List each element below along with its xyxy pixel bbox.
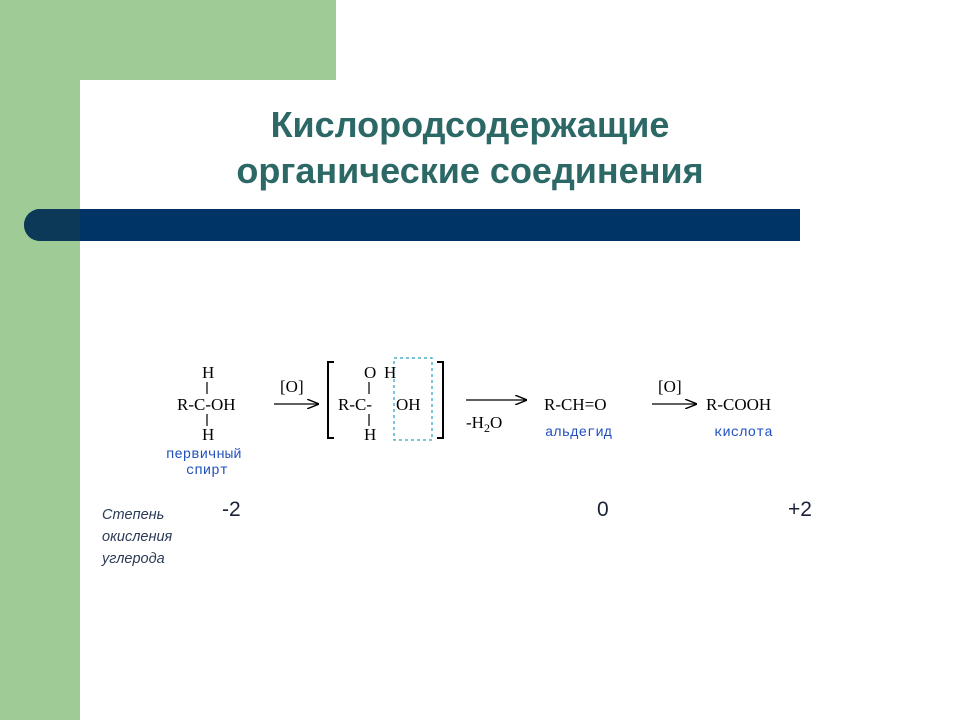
oxidation-arrow-2 [652,377,696,404]
acid-structure [706,395,773,441]
acid-label: кислота [714,425,773,441]
oxidation-value-aldehyde: 0 [597,498,609,521]
oxidation-arrow-1 [274,377,318,404]
title-underline-bar-cap [24,209,80,241]
alcohol-top-h: H [202,363,215,382]
oxidation-value-acid: +2 [788,498,812,521]
intermediate-formula: R-C- [338,395,372,414]
alcohol-formula: R-C-OH [177,395,236,414]
aldehyde-structure [544,395,612,441]
intermediate-bottom-h: H [364,425,377,444]
arrow-1-label: [O] [280,377,304,396]
oxidation-value-alcohol: -2 [222,498,241,521]
oxidation-caption-line-1: Степень [102,507,165,523]
intermediate-top-h: H [384,363,397,382]
aldehyde-formula: R-CH=O [544,395,607,414]
alcohol-bottom-h: H [202,425,215,444]
title-line-1: Кислородсодержащие [270,104,670,145]
acid-formula: R-COOH [706,395,772,414]
arrow-2-label: $-H_2O$ [466,413,503,435]
arrow-3-label: [O] [658,377,682,396]
intermediate-oh: OH [396,395,421,414]
aldehyde-label: альдегид [545,425,613,441]
intermediate-structure [328,358,443,444]
alcohol-label-line-1: первичный [166,447,242,463]
intermediate-top-o: O [364,363,377,382]
oxidation-reaction-scheme [160,350,820,490]
primary-alcohol-structure [166,363,242,479]
title-line-2: органические соединения [236,150,704,191]
oxidation-state-caption [102,504,212,570]
oxidation-caption-line-2: окисления [102,529,173,545]
dehydration-arrow [466,400,526,435]
green-decor-left [0,0,80,720]
slide-title [140,102,800,194]
title-underline-bar [24,209,800,241]
alcohol-label-line-2: спирт [186,463,229,479]
oxidation-caption-line-3: углерода [102,551,165,567]
